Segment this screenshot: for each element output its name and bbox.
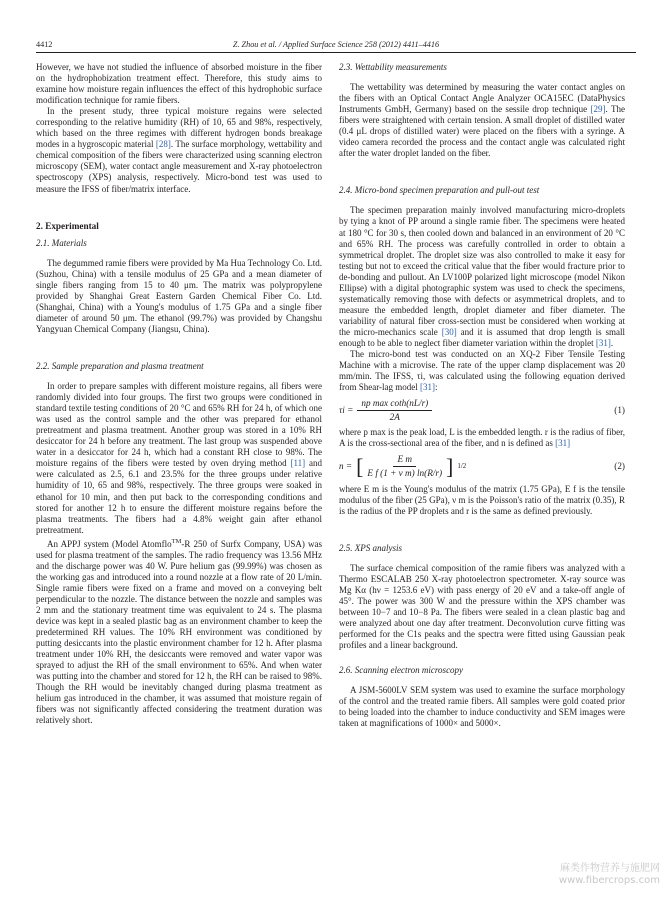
ref-31-link[interactable]: [31] bbox=[555, 438, 571, 449]
subsection-heading-sample-prep: 2.2. Sample preparation and plasma treatment bbox=[36, 360, 204, 371]
running-header: Z. Zhou et al. / Applied Surface Science 258 (2012) 4411–4416 bbox=[232, 40, 440, 49]
equation-2: n = [ $\frac{\text{E m}}{\text{E f (1 + ν m) ln(R/r)}}$ ] 1/2 (2) bbox=[339, 453, 625, 479]
left-column bbox=[36, 62, 322, 726]
right-column bbox=[339, 62, 625, 729]
paragraph-xps: The surface chemical composition of the ramie fibers was analyzed with a Thermo ESCALAB 250 X-ray photoelectron spectrometer. X-ray source was Mg Kα (hν = 1253.6 eV) with pass energy of 20 eV and a take-off angle of 45°. The power was 300 W and the pressure within the XPS chamber was between 10−7 and 10−8 Pa. The fibers were sealed in a clean plastic bag and were analyzed about one day after treatment. Deconvolution curve fitting was performed for the C1s peaks and the spectra were fitted using Gaussian peak profiles and a linear background. bbox=[339, 562, 625, 651]
ref-28-link[interactable]: [28] bbox=[155, 139, 171, 150]
ref-31-link[interactable]: [31] bbox=[420, 382, 436, 393]
paragraph-wettability: The wettability was determined by measuring the water contact angles on the fibers with an Optical Contact Angle Analyzer OCA15EC (DataPhysics Instruments GmbH, Germany) based on the sessile drop technique [29]. The fibers were straightened with certain tension. A small droplet of distilled water (0.4 μL drops of distilled water) were placed on the fibers with a syringe. A video camera recorded the process and the contact angle was calculated right after the water droplet landed on the fiber. bbox=[339, 82, 625, 159]
equation-2-number: (2) bbox=[614, 461, 625, 472]
subsection-heading-micro-bond: 2.4. Micro-bond specimen preparation and pull-out test bbox=[339, 185, 540, 196]
page-number: 4412 bbox=[36, 40, 53, 49]
equation-1-fraction: $\frac{\text{np max coth(nL/r)}}{2A}$ bbox=[357, 398, 432, 423]
subsection-heading-wettability: 2.3. Wettability measurements bbox=[339, 62, 447, 72]
equation-2-exponent: 1/2 bbox=[457, 462, 467, 471]
equation-1 bbox=[339, 398, 625, 423]
paragraph-sem: A JSM-5600LV SEM system was used to examine the surface morphology of the control and the treated ramie fibers. All samples were gold coated prior to being loaded into the chamber to induce conductivity and SEM images were taken at magnifications of 1000× and 5000×. bbox=[339, 685, 625, 729]
equation-2-fraction: $\frac{\text{E m}}{\text{E f (1 + ν m) ln(R/r)}}$ bbox=[367, 454, 442, 479]
equation-1-number: (1) bbox=[614, 405, 625, 416]
header-rule bbox=[36, 52, 636, 53]
paragraph-test: The micro-bond test was conducted on an XQ-2 Fiber Tensile Testing Machine with a microvise. The rate of the upper clamp displacement was 20 mm/min. The IFSS, τi, was calculated using the following equation derived from Shear-lag model [31]: bbox=[339, 349, 625, 393]
ref-30-link[interactable]: [30] bbox=[441, 326, 457, 337]
subsection-heading-xps: 2.5. XPS analysis bbox=[339, 542, 402, 553]
paragraph-materials: The degummed ramie fibers were provided by Ma Hua Technology Co. Ltd. (Suzhou, China) with a tensile modulus of 25 GPa and a mean diameter of single fibers ranging from 15 to 40 μm. The matrix was polypropylene provided by Shanghai Great Eastern Garden Chemical Fiber Co. Ltd. (Shanghai, China) with a Young's modulus of 1.75 GPa and a single fiber diameter of around 50 μm. The ethanol (99.7%) was provided by Changshu Yangyuan Chemical Company (Jiangsu, China). bbox=[36, 257, 322, 334]
paragraph-where-1: where p max is the peak load, L is the embedded length. r is the radius of fiber, A is the cross-sectional area of the fiber, and n is defined as [31] bbox=[339, 427, 625, 449]
ref-29-link[interactable]: [29] bbox=[590, 104, 606, 115]
watermark-line-2: www.fibercrops.com bbox=[558, 875, 660, 886]
section-heading-experimental: 2. Experimental bbox=[36, 220, 99, 231]
subsection-heading-materials: 2.1. Materials bbox=[36, 237, 87, 248]
paragraph-present-study: In the present study, three typical moisture regains were selected corresponding to the relative humidity (RH) of 10, 65 and 98%, respectively, which based on the three regimes with different hydrogen bonds breakage modes in a hygroscopic material [28]. The surface morphology, wettability and chemical composition of the fibers were characterized using scanning electron microscopy (SEM), water contact angle measurement and X-ray photoelectron spectroscopy (XPS) analysis, respectively. Micro-bond test was used to measure the IFSS of fiber/matrix interface. bbox=[36, 106, 322, 194]
paragraph-where-2: where E m is the Young's modulus of the matrix (1.75 GPa), E f is the tensile modulus of the fiber (25 GPa), ν m is the Poisson's ratio of the matrix (0.35), R is the radius of the PP droplets and r is the same as defined previously. bbox=[339, 483, 625, 516]
ref-11-link[interactable]: [11] bbox=[290, 458, 306, 469]
watermark bbox=[559, 863, 660, 887]
paragraph-appj: An APPJ system (Model Atomflo™-R 250 of Surfx Company, USA) was used for plasma treatment of the samples. The radio frequency was 13.56 MHz and the discharge power was 40 W. Pure helium gas (99.99%) was chosen as the working gas and introduced into a round nozzle at a flow rate of 20 L/min. Single ramie fibers were fixed on a frame and moved on a conveying belt perpendicular to the nozzle. The distance between the nozzle and samples was 2 mm and the stationary treatment time was equivalent to 24 s. The plasma device was kept in a sealed plastic bag as an environment chamber to keep the predetermined RH values. The 10% RH environment was conditioned by putting desiccants into the plastic environment chamber for 12 h. After plasma treatment under 10% RH, the desiccants were removed and water vapor was sprayed to adjust the RH of the small environment to 65%. And when water was putting into the chamber and stored for 12 h, the RH can be raised to 98%. Though the RH would be inevitably changed during plasma treatment as helium gas introduced in the chamber, it was assumed that moisture regain of fibers was not significantly affected considering the treatment duration was relatively short. bbox=[36, 537, 322, 726]
equation-1-lhs: τi = bbox=[339, 405, 354, 416]
paragraph-sample-prep: In order to prepare samples with different moisture regains, all fibers were randomly divided into four groups. The first two groups were conditioned in standard textile testing conditions of 20 °C and 65% RH for 24 h, of which one was used as the control sample and the other was prepared for ethanol pretreatment and plasma treatment. Another group was stored in a 10% RH desiccator for 24 h before any treatment. The last group was suspended above water in a desiccator for 24 h, which had a constant RH close to 98%. The moisture regains of the fibers were tested by oven drying method [11] and were calculated as 2.5, 6.1 and 23.5% for the three groups under relative humidity of 10, 65 and 98%, respectively. The three groups were soaked in ethanol for 10 min, and then put back to the corresponding conditions and stored for another 12 h to ensure the different moisture regains before the plasma treatments. The fibers had a 4.8% weight gain after ethanol pretreatment. bbox=[36, 381, 323, 535]
ref-31-link[interactable]: [31] bbox=[595, 337, 611, 348]
paragraph-continued: However, we have not studied the influence of absorbed moisture in the fiber on the hydrophobization treatment effect. Therefore, this study aims to examine how moisture regain influences the effect of this hydrophobic surface modification technique for ramie fibers. bbox=[36, 62, 322, 106]
subsection-heading-sem: 2.6. Scanning electron microscopy bbox=[339, 665, 464, 676]
paragraph-micro-bond: The specimen preparation mainly involved manufacturing micro-droplets by tying a knot of PP around a single ramie fiber. The specimens were heated at 180 °C for 30 s, then cooled down and balanced in an environment of 20 °C and 65% RH. The process was carefully controlled in order to obtain a symmetrical droplet. The droplet size was also controlled to make it easy for testing but not to exceed the critical value that the fiber would fracture prior to de-bonding and pullout. An LV100P polarized light microscope (model Nikon Ellipse) with a digital photographic system was used to check the specimens, systematically removing those with defects or asymmetrical droplets, and to measure the embedded length, droplet diameter and fiber diameter. The variability of natural fiber cross-section must be considered when working at the micro-mechanics scale [30] and it is assumed that drop length is small enough to be able to neglect fiber diameter variation within the droplet [31]. bbox=[339, 205, 625, 348]
watermark-line-1: 麻类作物营养与施肥网 bbox=[560, 863, 660, 874]
equation-2-lhs: n = bbox=[339, 461, 353, 472]
